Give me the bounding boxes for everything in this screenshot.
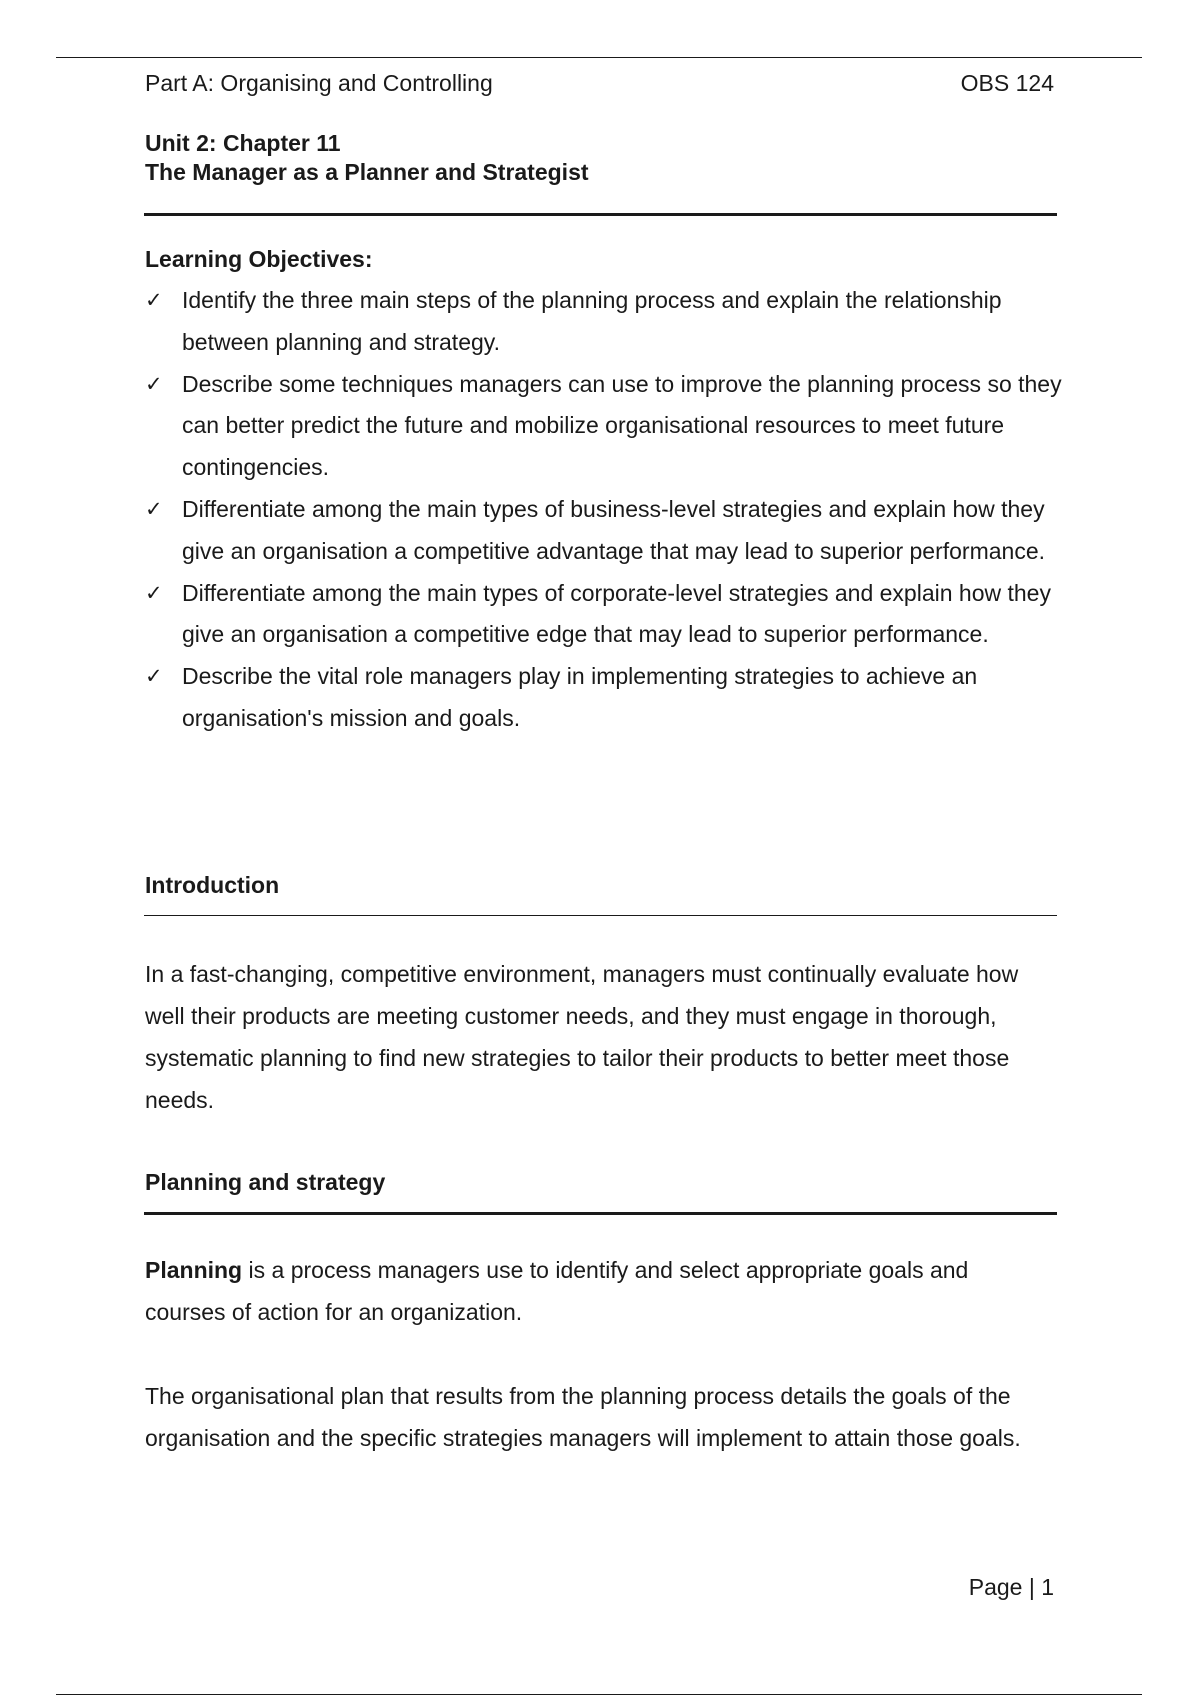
running-header-left: Part A: Organising and Controlling (145, 70, 493, 96)
list-item (145, 280, 1065, 364)
checkmark-icon: ✓ (145, 372, 163, 396)
course-code: OBS 124 (960, 70, 1054, 96)
title-divider (144, 213, 1057, 216)
checkmark-icon: ✓ (145, 665, 163, 689)
organisational-plan-paragraph: The organisational plan that results from the planning process details the goals of the organisation and the specific strategies managers will implement to attain those goals. (145, 1383, 1021, 1451)
objective-text: Identify the three main steps of the planning process and explain the relationship between planning and strategy. (182, 287, 1002, 355)
list-item (145, 573, 1065, 657)
unit-label: Unit 2: Chapter 11 (145, 130, 341, 156)
objective-text: Differentiate among the main types of business-level strategies and explain how they give an organisation a competitive advantage that may lead to superior performance. (182, 495, 1046, 564)
top-border-rule (56, 57, 1142, 58)
planning-strategy-divider (144, 1212, 1057, 1215)
list-item (145, 364, 1065, 489)
learning-objectives-heading: Learning Objectives: (145, 246, 373, 272)
objective-text: Describe some techniques managers can use to improve the planning process so they can better predict the future and mobilize organisational resources to meet future contingencies. (182, 370, 1062, 481)
introduction-divider (144, 915, 1057, 916)
checkmark-icon: ✓ (145, 581, 163, 605)
planning-strategy-heading: Planning and strategy (145, 1169, 386, 1195)
planning-term: Planning (145, 1257, 243, 1283)
chapter-title: The Manager as a Planner and Strategist (145, 159, 589, 185)
bottom-border-rule (56, 1694, 1142, 1695)
page-title (145, 129, 589, 187)
objective-text: Differentiate among the main types of corporate-level strategies and explain how they give an organisation a competitive edge that may lead to superior performance. (182, 579, 1051, 648)
list-item (145, 656, 1065, 740)
list-item (145, 489, 1065, 573)
introduction-heading: Introduction (145, 872, 280, 898)
planning-definition-paragraph (145, 1249, 1055, 1333)
learning-objectives-list (145, 280, 1065, 740)
introduction-paragraph: In a fast-changing, competitive environment, managers must continually evaluate how well their products are meeting customer needs, and they must engage in thorough, systematic planning to find new strategies to tailor their products to better meet those needs. (145, 961, 1019, 1113)
planning-definition: is a process managers use to identify and select appropriate goals and courses of action for an organization. (145, 1257, 969, 1325)
page-number: Page | 1 (968, 1574, 1054, 1600)
checkmark-icon: ✓ (145, 497, 163, 521)
objective-text: Describe the vital role managers play in implementing strategies to achieve an organisation's mission and goals. (182, 663, 978, 731)
checkmark-icon: ✓ (145, 289, 163, 312)
